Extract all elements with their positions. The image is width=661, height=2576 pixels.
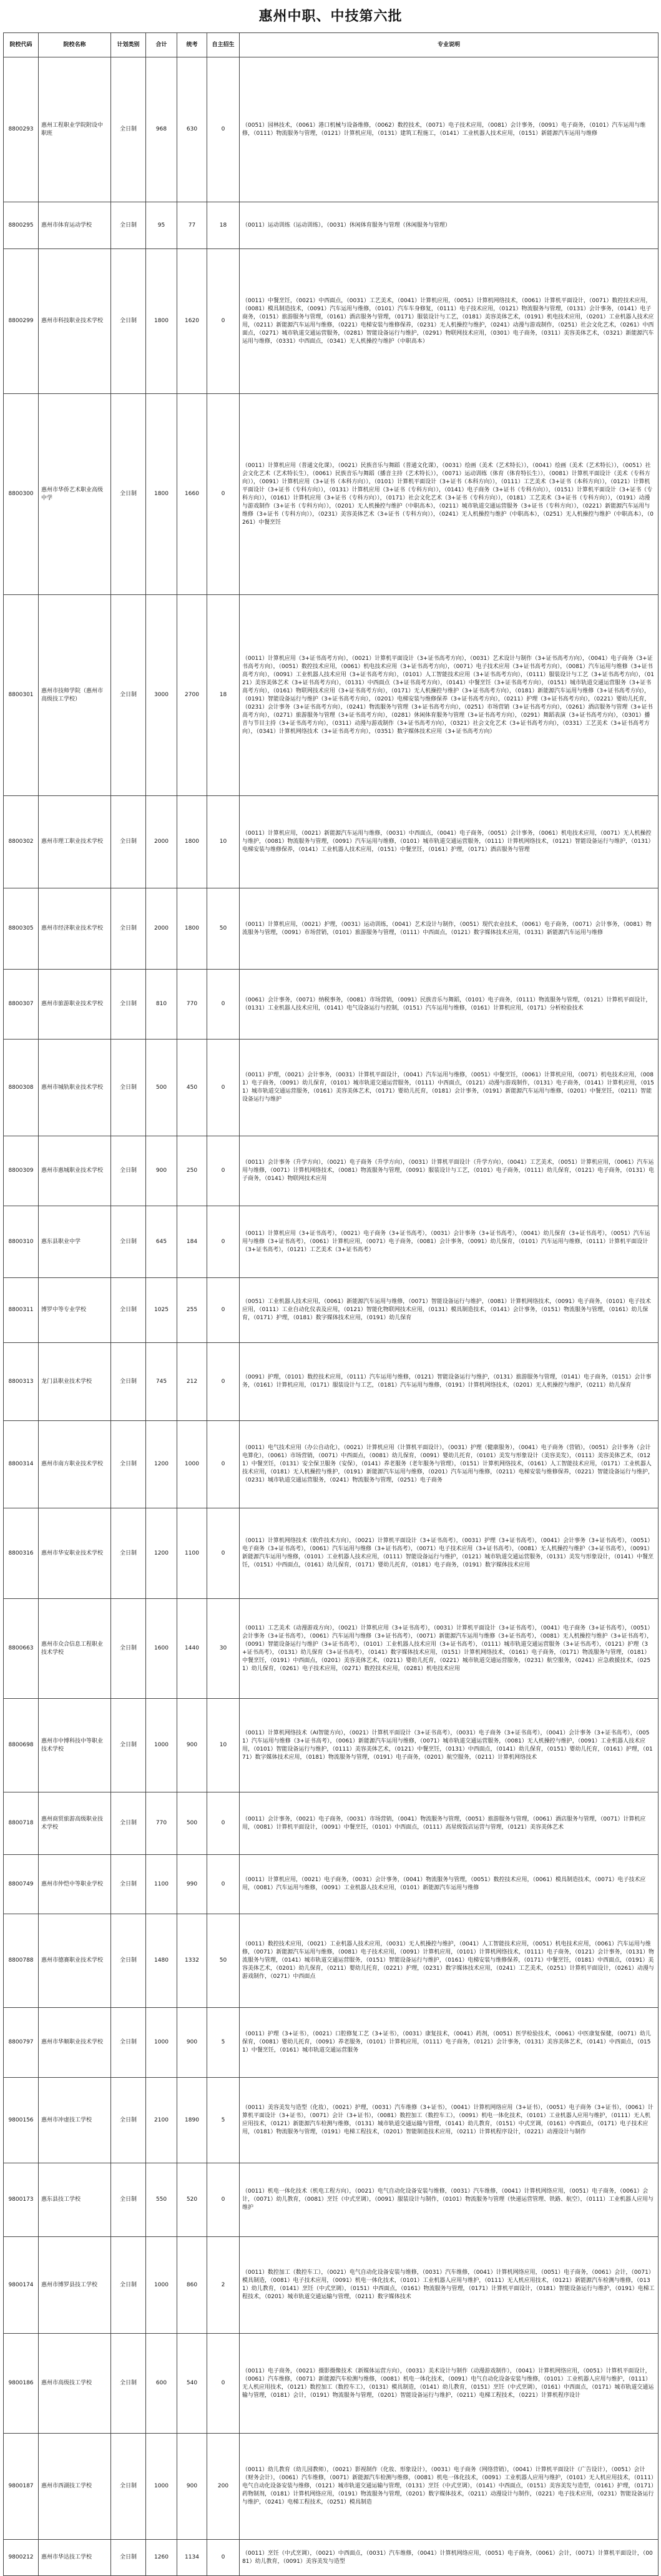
unified-cell: 630 <box>177 57 207 202</box>
major-notes-cell: （0011）运动训练（运动训练），（0031）休闲体育服务与管理（休闲服务与管理） <box>240 202 659 249</box>
school-code-cell: 8800311 <box>4 1278 39 1343</box>
table-row <box>4 1421 659 1508</box>
unified-cell: 520 <box>177 2163 207 2237</box>
plan-type-cell: 全日制 <box>111 2008 146 2078</box>
major-notes-cell: （0011）计算机应用（3+证书高考），（0021）电子商务（3+证书高考），（0031）会计事务（3+证书高考），（0041）幼儿保育（3+证书高考），（0051）汽车运用与维修（3+证书高考），（0061）计算机应用，（0071）电子商务，（0081）会计事务，（0091）幼儿保育，（0101）汽车运用与维修，（0111）计算机平面设计（3+证书高考），（0121）工艺美术（3+证书高考） <box>240 1206 659 1278</box>
header-school-code: 院校代码 <box>4 33 39 57</box>
total-cell: 1200 <box>146 1421 177 1508</box>
school-name-cell: 惠州市经济职业技术学校 <box>39 888 111 970</box>
self-enroll-cell: 0 <box>207 2540 240 2576</box>
self-enroll-cell: 0 <box>207 1855 240 1914</box>
table-row <box>4 1855 659 1914</box>
table-row <box>4 1599 659 1699</box>
plan-type-cell: 全日制 <box>111 2540 146 2576</box>
total-cell: 810 <box>146 970 177 1040</box>
self-enroll-cell: 0 <box>207 2163 240 2237</box>
plan-type-cell: 全日制 <box>111 2163 146 2237</box>
total-cell: 1000 <box>146 1699 177 1792</box>
plan-type-cell: 全日制 <box>111 249 146 394</box>
school-name-cell: 惠州市科技职业技术学校 <box>39 249 111 394</box>
school-name-cell: 惠东县技工学校 <box>39 2163 111 2237</box>
unified-cell: 1660 <box>177 394 207 595</box>
table-row <box>4 1040 659 1136</box>
total-cell: 1800 <box>146 249 177 394</box>
self-enroll-cell: 50 <box>207 888 240 970</box>
school-name-cell: 惠州市冲虚技工学校 <box>39 2078 111 2163</box>
school-name-cell: 惠州市华达技工学校 <box>39 2540 111 2576</box>
table-row <box>4 2434 659 2540</box>
table-row <box>4 202 659 249</box>
major-notes-cell: （0011）中餐烹饪，（0021）中西面点，（0031）工艺美术，（0041）计算机应用，（0051）计算机网络技术，（0061）计算机平面设计，（0071）数控技术应用，（0081）模具制造技术，（0091）汽车运用与维修，（0101）汽车车身修复，（0111）电子技术应用，（0121）物流服务与管理，（0131）会计事务，（0141）电子商务，（0151）旅游服务与管理，（0161）酒店服务与管理，（0171）服装设计与工艺，（0181）美容美体艺术，（0191）机电技术应用，（0201）工业机器人技术应用，（0211）新能源汽车运用与维修，（0221）电梯安装与维修保养，（0231）无人机操控与维护，（0241）动漫与游戏制作，（0251）社会文化艺术，（0261）中西面点，（0271）城市轨道交通运营服务，（0281）智能设备运行与维护，（0291）物联网技术应用，（0301）电子商务，（0311）美容美体艺术，（0321）新能源汽车运用与维修，（0331）中西面点，（0341）无人机操控与维护（中职高本） <box>240 249 659 394</box>
major-notes-cell: （0011）美容美发与造型（化妆），（0021）护理，（0031）汽车维修（3+证书），（0041）计算机网络应用（3+证书），（0051）电子商务（3+证书），（0061）计算机平面设计（3+证书），（0071）会计（3+证书），（0081）数控加工（数控车工），（0091）机电一体化技术，（0101）工业机器人应用与维护，（0111）无人机应用技术，（0121）新能源汽车检测与维修，（0131）城市轨道交通运输与管理，（0141）幼儿教育，（0151）中式烹调，（0161）中西面点，（0171）电子技术应用，（0181）物流服务与管理，（0191）电梯工程技术，（0201）智能制造技术应用，（0211）计算机程序设计，（0221）动漫设计与制作 <box>240 2078 659 2163</box>
unified-cell: 2700 <box>177 595 207 796</box>
school-name-cell: 惠州市西湖技工学校 <box>39 2434 111 2540</box>
unified-cell: 860 <box>177 2237 207 2334</box>
self-enroll-cell: 0 <box>207 1136 240 1206</box>
self-enroll-cell: 5 <box>207 2078 240 2163</box>
table-row <box>4 1699 659 1792</box>
major-notes-cell: （0061）会计事务，（0071）纳税事务，（0081）市场营销，（0091）民族音乐与舞蹈，（0101）电子商务，（0111）物流服务与管理，（0121）计算机平面设计，（0131）工业机器人技术应用，（0141）电气设备运行与控制，（0151）汽车运用与维修，（0161）计算机应用，（0171）分析检验技术 <box>240 970 659 1040</box>
unified-cell: 1800 <box>177 796 207 888</box>
header-major-notes: 专业说明 <box>240 33 659 57</box>
school-code-cell: 8800293 <box>4 57 39 202</box>
total-cell: 770 <box>146 1792 177 1855</box>
table-row <box>4 595 659 796</box>
total-cell: 1000 <box>146 2008 177 2078</box>
unified-cell: 900 <box>177 2008 207 2078</box>
plan-type-cell: 全日制 <box>111 1278 146 1343</box>
school-name-cell: 博罗中等专业学校 <box>39 1278 111 1343</box>
school-code-cell: 8800300 <box>4 394 39 595</box>
total-cell: 500 <box>146 1040 177 1136</box>
plan-type-cell: 全日制 <box>111 595 146 796</box>
total-cell: 1100 <box>146 1855 177 1914</box>
school-name-cell: 惠州市华侨艺术职业高级中学 <box>39 394 111 595</box>
school-code-cell: 8800316 <box>4 1508 39 1599</box>
unified-cell: 1000 <box>177 1421 207 1508</box>
major-notes-cell: （0091）护理，（0101）数控技术应用，（0111）汽车运用与维修，（0121）智能设备运行与维护，（0131）旅游服务与管理，（0141）电子商务，（0151）会计事务，（0161）计算机应用，（0171）服装设计与工艺，（0181）汽车运用与维修，（0191）计算机网络技术，（0201）无人机操控与维护，（0211）幼儿保育 <box>240 1343 659 1421</box>
plan-type-cell: 全日制 <box>111 1599 146 1699</box>
school-name-cell: 惠州市体育运动学校 <box>39 202 111 249</box>
table-row <box>4 796 659 888</box>
school-name-cell: 惠州商贸旅游高级职业技术学校 <box>39 1792 111 1855</box>
table-row <box>4 249 659 394</box>
self-enroll-cell: 0 <box>207 249 240 394</box>
school-code-cell: 8800663 <box>4 1599 39 1699</box>
self-enroll-cell: 18 <box>207 595 240 796</box>
self-enroll-cell: 0 <box>207 394 240 595</box>
major-notes-cell: （0011）护理，（0021）会计事务，（0031）计算机平面设计，（0041）汽车运用与维修，（0051）中餐烹饪，（0061）计算机应用，（0071）机电技术应用，（0081）电子商务，（0091）幼儿保育，（0101）城市轨道交通运营服务，（0111）中西面点，（0121）动漫与游戏制作，（0131）电子商务，（0141）计算机应用，（0151）城市轨道交通运营服务，（0161）美容美体艺术，（0171）婴幼儿托育，（0181）会计事务，（0191）新能源汽车运用与维修，（0201）中餐烹饪，（0211）智能设备运行与维护 <box>240 1040 659 1136</box>
total-cell: 3000 <box>146 595 177 796</box>
school-name-cell: 惠州市理工职业技术学校 <box>39 796 111 888</box>
unified-cell: 1800 <box>177 888 207 970</box>
self-enroll-cell: 30 <box>207 1599 240 1699</box>
table-row <box>4 2078 659 2163</box>
total-cell: 968 <box>146 57 177 202</box>
total-cell: 2100 <box>146 2078 177 2163</box>
school-name-cell: 惠州市众合信息工程职业技术学校 <box>39 1599 111 1699</box>
plan-type-cell: 全日制 <box>111 1914 146 2008</box>
major-notes-cell: （0011）会计事务，（0021）电子商务，（0031）市场营销，（0041）物流服务与管理，（0051）旅游服务与管理，（0061）酒店服务与管理，（0071）计算机应用，（0081）计算机平面设计，（0091）中餐烹饪，（0101）中西面点，（0111）高星级饭店运营与管理，（0121）美容美体艺术 <box>240 1792 659 1855</box>
self-enroll-cell: 0 <box>207 1508 240 1599</box>
major-notes-cell: （0011）计算机应用，（0021）新能源汽车运用与维修，（0031）中西面点，（0041）电子商务，（0051）会计事务，（0061）机电技术应用，（0071）无人机操控与维护，（0081）物流服务与管理，（0091）汽车运用与维修，（0101）城市轨道交通运营服务，（0111）计算机网络技术，（0121）智能设备运行与维护，（0131）电梯安装与维修保养，（0141）工业机器人技术应用，（0151）中餐烹饪，（0161）护理，（0171）酒店服务与管理 <box>240 796 659 888</box>
school-code-cell: 8800797 <box>4 2008 39 2078</box>
plan-type-cell: 全日制 <box>111 394 146 595</box>
table-row <box>4 2334 659 2434</box>
total-cell: 1480 <box>146 1914 177 2008</box>
major-notes-cell: （0011）烹饪（中式烹调），（0021）中西面点，（0031）汽车维修，（0041）计算机网络应用，（0051）电子商务，（0061）会计，（0071）计算机平面设计，（0081）幼儿教育，（0091）美容美发与造型 <box>240 2540 659 2576</box>
school-name-cell: 惠州市高级技工学校 <box>39 2334 111 2434</box>
self-enroll-cell: 0 <box>207 2334 240 2434</box>
unified-cell: 1440 <box>177 1599 207 1699</box>
self-enroll-cell: 0 <box>207 57 240 202</box>
major-notes-cell: （0011）机电一体化技术（机电工程方向），（0021）电气自动化设备安装与维修，（0031）汽车维修，（0041）计算机网络应用，（0051）电子商务，（0061）会计，（0071）幼儿教育，（0081）烹饪（中式烹调），（0091）服装设计与制作，（0101）物流服务与管理（快递运营管理、铁路、航空），（0111）工业机器人应用与维护 <box>240 2163 659 2237</box>
major-notes-cell: （0011）计算机网络技术（软件技术方向），（0021）计算机平面设计（3+证书高考），（0031）护理（3+证书高考），（0041）会计事务（3+证书高考），（0051）电子商务（3+证书高考），（0061）汽车运用与维修（3+证书高考），（0071）电子技术应用（3+证书高考），（0081）无人机操控与维护（3+证书高考），（0091）新能源汽车运用与维修，（0101）工业机器人技术应用，（0111）智能设备运行与维护，（0121）城市轨道交通运营服务，（0131）美发与形象设计，（0141）中餐烹饪，（0151）中西面点，（0161）幼儿保育，（0171）婴幼儿托育，（0181）电子商务，（0191）数字媒体技术应用 <box>240 1508 659 1599</box>
school-code-cell: 9800174 <box>4 2237 39 2334</box>
table-body <box>4 57 659 2576</box>
plan-type-cell: 全日制 <box>111 1421 146 1508</box>
unified-cell: 1890 <box>177 2078 207 2163</box>
total-cell: 645 <box>146 1206 177 1278</box>
table-row <box>4 888 659 970</box>
major-notes-cell: （0011）数控加工（数控车工），（0021）电气自动化设备安装与维修，（0031）汽车维修，（0041）计算机网络应用，（0051）电子商务，（0061）会计，（0071）模具制造，（0081）电子技术应用，（0091）机电一体化技术，（0101）工业机器人应用与维护，（0111）无人机应用技术，（0121）新能源汽车检测与维修，（0131）幼儿教育，（0141）烹饪（中式烹调），（0151）中西面点，（0161）物流服务与管理，（0171）计算机平面设计，（0181）智能设备运行与维护，（0191）电梯工程技术，（0201）城市轨道交通运输与管理，（0211）数字媒体技术 <box>240 2237 659 2334</box>
total-cell: 745 <box>146 1343 177 1421</box>
major-notes-cell: （0011）电气技术应用（办公自动化），（0021）计算机应用（计算机平面设计），（0031）护理（健康服务），（0041）电子商务（营销），（0051）会计事务（会计电算化），（0061）市场营销，（0071）中西面点，（0081）幼儿保育，（0091）婴幼儿托育，（0101）美发与形象设计（美容美发），（0111）美容美体艺术，（0121）中餐烹饪，（0131）安全保卫服务（安保），（0141）养老服务（老年服务与管理），（0151）计算机网络技术，（0161）人工智能技术应用，（0171）工业机器人技术应用，（0181）无人机操控与维护，（0191）新能源汽车运用与维修，（0201）汽车运用与维修，（0211）电梯安装与维修保养，（0221）智能设备运行与维护，（0231）城市轨道交通运营服务，（0241）物流服务与管理，（0251）电子商务 <box>240 1421 659 1508</box>
school-name-cell: 惠州市中博科技中等职业技术学校 <box>39 1699 111 1792</box>
self-enroll-cell: 0 <box>207 1278 240 1343</box>
school-code-cell: 8800295 <box>4 202 39 249</box>
total-cell: 95 <box>146 202 177 249</box>
unified-cell: 900 <box>177 2434 207 2540</box>
school-name-cell: 惠州市旅游职业技术学校 <box>39 970 111 1040</box>
self-enroll-cell: 200 <box>207 2434 240 2540</box>
school-name-cell: 惠州市博罗县技工学校 <box>39 2237 111 2334</box>
self-enroll-cell: 10 <box>207 796 240 888</box>
plan-type-cell: 全日制 <box>111 2434 146 2540</box>
school-code-cell: 8800749 <box>4 1855 39 1914</box>
school-code-cell: 9800212 <box>4 2540 39 2576</box>
total-cell: 1800 <box>146 394 177 595</box>
plan-type-cell: 全日制 <box>111 2237 146 2334</box>
total-cell: 2000 <box>146 796 177 888</box>
unified-cell: 255 <box>177 1278 207 1343</box>
major-notes-cell: （0011）幼儿教育（幼儿园教师），（0021）影视制作（化妆、形象设计），（0031）电子商务（网络营销），（0041）计算机平面设计（广告设计），（0051）会计（财务会计），（0061）汽车维修，（0071）新能源汽车检测与维修，（0081）机电一体化技术，（0091）工业机器人应用与维护，（0101）无人机应用技术，（0111）电气自动化设备安装与维修，（0121）城市轨道交通运输与管理，（0131）烹饪（中式烹调），（0141）中西面点，（0151）美容美发与造型，（0161）护理，（0171）药物制剂，（0181）计算机网络应用，（0191）物流服务与管理，（0201）数字媒体技术，（0211）动漫设计与制作，（0221）电子技术应用，（0231）智能设备运行与维护，（0241）电梯工程技术，（0251）模具制造 <box>240 2434 659 2540</box>
total-cell: 1200 <box>146 1508 177 1599</box>
unified-cell: 77 <box>177 202 207 249</box>
major-notes-cell: （0011）计算机网络技术（AI智能方向），（0021）计算机平面设计（3+证书高考），（0031）电子商务（3+证书高考），（0041）会计事务（3+证书高考），（0051）汽车运用与维修（3+证书高考），（0061）新能源汽车运用与维修，（0071）城市轨道交通运营服务，（0081）无人机操控与维护，（0091）工业机器人技术应用，（0101）智能设备运行与维护，（0111）美容美体艺术，（0121）中餐烹饪，（0131）中西面点，（0141）幼儿保育，（0151）婴幼儿托育，（0161）护理，（0171）数字媒体技术应用，（0181）物流服务与管理，（0191）电子商务，（0201）航空服务，（0211）计算机网络技术 <box>240 1699 659 1792</box>
school-code-cell: 8800788 <box>4 1914 39 2008</box>
table-row <box>4 1914 659 2008</box>
total-cell: 1000 <box>146 2237 177 2334</box>
total-cell: 550 <box>146 2163 177 2237</box>
unified-cell: 990 <box>177 1855 207 1914</box>
school-code-cell: 8800718 <box>4 1792 39 1855</box>
school-name-cell: 惠州市华顺职业技术学校 <box>39 2008 111 2078</box>
school-code-cell: 8800299 <box>4 249 39 394</box>
plan-type-cell: 全日制 <box>111 1343 146 1421</box>
table-row <box>4 2540 659 2576</box>
school-name-cell: 龙门县职业技术学校 <box>39 1343 111 1421</box>
total-cell: 1260 <box>146 2540 177 2576</box>
plan-type-cell: 全日制 <box>111 1508 146 1599</box>
total-cell: 900 <box>146 1136 177 1206</box>
table-row <box>4 2008 659 2078</box>
total-cell: 600 <box>146 2334 177 2434</box>
self-enroll-cell: 0 <box>207 1792 240 1855</box>
total-cell: 1000 <box>146 2434 177 2540</box>
school-code-cell: 9800187 <box>4 2434 39 2540</box>
unified-cell: 1100 <box>177 1508 207 1599</box>
school-name-cell: 惠州市惠城职业技术学校 <box>39 1136 111 1206</box>
table-row <box>4 1508 659 1599</box>
unified-cell: 1134 <box>177 2540 207 2576</box>
school-code-cell: 9800186 <box>4 2334 39 2434</box>
self-enroll-cell: 0 <box>207 1421 240 1508</box>
plan-type-cell: 全日制 <box>111 2078 146 2163</box>
table-row <box>4 2163 659 2237</box>
table-row <box>4 394 659 595</box>
table-row <box>4 1136 659 1206</box>
major-notes-cell: （0011）数控技术应用，（0021）工业机器人技术应用，（0031）无人机操控与维护，（0041）人工智能技术应用，（0051）机电技术应用，（0061）汽车运用与维修，（0071）新能源汽车运用与维修，（0081）电子技术应用，（0091）计算机应用，（0101）计算机网络技术，（0111）电子商务，（0121）会计事务，（0131）物流服务与管理，（0141）城市轨道交通运营服务，（0151）智能设备运行与维护，（0161）电梯安装与维修保养，（0171）中餐烹饪，（0181）中西面点，（0191）美容美体艺术，（0201）幼儿保育，（0211）婴幼儿托育，（0221）护理，（0231）数字媒体技术应用，（0241）工艺美术，（0251）计算机平面设计，（0261）动漫与游戏制作，（0271）中西面点 <box>240 1914 659 2008</box>
school-code-cell: 8800301 <box>4 595 39 796</box>
unified-cell: 212 <box>177 1343 207 1421</box>
plan-type-cell: 全日制 <box>111 1699 146 1792</box>
school-name-cell: 惠州市华安职业技术学校 <box>39 1508 111 1599</box>
self-enroll-cell: 2 <box>207 2237 240 2334</box>
header-unified: 统考 <box>177 33 207 57</box>
major-notes-cell: （0011）护理（3+证书），（0021）口腔修复工艺（3+证书），（0031）康复技术，（0041）药剂，（0051）医学检验技术，（0061）中医康复保健，（0071）幼儿保育，（0081）婴幼儿托育，（0091）养老服务，（0101）计算机应用，（0111）电子商务，（0121）会计事务，（0131）美容美体艺术，（0141）中西面点，（0151）中餐烹饪，（0161）城市轨道交通运营服务 <box>240 2008 659 2078</box>
total-cell: 2000 <box>146 888 177 970</box>
table-row <box>4 1792 659 1855</box>
plan-type-cell: 全日制 <box>111 796 146 888</box>
unified-cell: 450 <box>177 1040 207 1136</box>
school-code-cell: 8800698 <box>4 1699 39 1792</box>
plan-type-cell: 全日制 <box>111 1136 146 1206</box>
self-enroll-cell: 10 <box>207 1699 240 1792</box>
school-name-cell: 惠州市南方职业技术学校 <box>39 1421 111 1508</box>
school-name-cell: 惠州市技师学院（惠州市高级技工学校） <box>39 595 111 796</box>
unified-cell: 900 <box>177 1699 207 1792</box>
major-notes-cell: （0011）电子商务，（0021）摄影摄像技术（新媒体运营方向），（0031）美术设计与制作（动漫游戏制作），（0041）计算机网络应用，（0051）计算机平面设计，（0061）汽车维修，（0071）新能源汽车检测与维修，（0081）机电一体化技术，（0091）电气自动化设备安装与维修，（0101）工业机器人应用与维护，（0111）无人机应用技术，（0121）数控加工（数控车工），（0131）模具制造，（0141）幼儿教育，（0151）烹饪（中式烹调），（0161）中西面点，（0171）城市轨道交通运输与管理，（0181）会计，（0191）物流服务与管理，（0201）智能设备运行与维护，（0211）电梯工程技术，（0221）计算机程序设计 <box>240 2334 659 2434</box>
school-code-cell: 9800156 <box>4 2078 39 2163</box>
self-enroll-cell: 5 <box>207 2008 240 2078</box>
school-code-cell: 8800314 <box>4 1421 39 1508</box>
header-school-name: 院校名称 <box>39 33 111 57</box>
major-notes-cell: （0011）计算机应用，（0021）护理，（0031）运动训练，（0041）艺术设计与制作，（0051）现代农业技术，（0061）电子商务，（0071）会计事务，（0081）物流服务与管理，（0091）市场营销，（0101）旅游服务与管理，（0111）中西面点，（0121）数字媒体技术应用，（0131）新能源汽车运用与维修 <box>240 888 659 970</box>
major-notes-cell: （0011）计算机应用，（0021）电子商务，（0031）会计事务，（0041）物流服务与管理，（0051）数控技术应用，（0061）模具制造技术，（0071）电子技术应用，（0081）汽车运用与维修，（0091）工业机器人技术应用，（0101）新能源汽车运用与维修 <box>240 1855 659 1914</box>
school-name-cell: 惠东县职业中学 <box>39 1206 111 1278</box>
major-notes-cell: （0011）工艺美术（动漫游戏方向），（0021）计算机应用（3+证书高考），（0031）计算机平面设计（3+证书高考），（0041）电子商务（3+证书高考），（0051）会计事务（3+证书高考），（0061）汽车运用与维修（3+证书高考），（0071）新能源汽车运用与维修（3+证书高考），（0081）无人机操控与维护（3+证书高考），（0091）智能设备运行与维护（3+证书高考），（0101）工业机器人技术应用（3+证书高考），（0111）城市轨道交通运营服务（3+证书高考），（0121）护理（3+证书高考），（0131）幼儿保育（3+证书高考），（0141）数字媒体技术应用，（0151）计算机网络技术，（0161）电子商务，（0171）物流服务与管理，（0181）中餐烹饪，（0191）中西面点，（0201）美容美体艺术，（0211）婴幼儿托育，（0221）城市轨道交通运营服务，（0231）航空服务，（0241）应急救援技术，（0251）幼儿保育，（0261）电子技术应用，（0271）数控技术应用，（0281）机电技术应用 <box>240 1599 659 1699</box>
header-plan-type: 计划类别 <box>111 33 146 57</box>
school-code-cell: 8800307 <box>4 970 39 1040</box>
unified-cell: 1620 <box>177 249 207 394</box>
plan-type-cell: 全日制 <box>111 888 146 970</box>
plan-type-cell: 全日制 <box>111 1792 146 1855</box>
unified-cell: 540 <box>177 2334 207 2434</box>
plan-type-cell: 全日制 <box>111 1855 146 1914</box>
unified-cell: 184 <box>177 1206 207 1278</box>
plan-type-cell: 全日制 <box>111 57 146 202</box>
unified-cell: 770 <box>177 970 207 1040</box>
self-enroll-cell: 0 <box>207 970 240 1040</box>
table-row <box>4 57 659 202</box>
school-code-cell: 9800173 <box>4 2163 39 2237</box>
school-name-cell: 惠州市德赛职业技术学校 <box>39 1914 111 2008</box>
self-enroll-cell: 18 <box>207 202 240 249</box>
header-self-enroll: 自主招生 <box>207 33 240 57</box>
unified-cell: 1332 <box>177 1914 207 2008</box>
table-header-row <box>4 33 659 57</box>
school-name-cell: 惠州市城轨职业技术学校 <box>39 1040 111 1136</box>
plan-type-cell: 全日制 <box>111 1040 146 1136</box>
unified-cell: 250 <box>177 1136 207 1206</box>
school-name-cell: 惠州工程职业学院附设中职班 <box>39 57 111 202</box>
major-notes-cell: （0051）工业机器人技术应用，（0061）新能源汽车运用与维修，（0071）智能设备运行与维护，（0081）计算机网络技术，（0091）电子商务，（0101）电子技术应用，（0111）工业自动化仪表及应用，（0121）智能化物联网技术应用，（0131）模具制造技术，（0141）会计事务，（0151）物流服务与管理，（0161）幼儿保育，（0171）护理，（0181）数字媒体技术应用，（0191）幼儿保育 <box>240 1278 659 1343</box>
major-notes-cell: （0011）计算机应用（3+证书高考方向），（0021）计算机平面设计（3+证书高考方向），（0031）艺术设计与制作（3+证书高考方向），（0041）电子商务（3+证书高考方向），（0051）数控技术应用，（0061）机电技术应用（3+证书高考方向），（0071）电子技术应用（3+证书高考方向），（0081）汽车运用与维修（3+证书高考方向），（0091）工业机器人技术应用（3+证书高考方向），（0101）人工智能技术应用（3+证书高考方向），（0111）服装设计与工艺（3+证书高考方向），（0121）美容美体艺术（3+证书高考方向），（0131）中西面点（3+证书高考方向），（0141）中餐烹饪（3+证书高考方向），（0151）城市轨道交通运营服务（3+证书高考方向），（0161）物联网技术应用（3+证书高考方向），（0171）无人机操控与维护（3+证书高考方向），（0181）新能源汽车运用与维修（3+证书高考方向），（0191）智能设备运行与维护（3+证书高考方向），（0201）电梯安装与维修保养（3+证书高考方向），（0211）护理（3+证书高考方向），（0221）婴幼儿托育，（0231）会计事务（3+证书高考方向），（0241）物流服务与管理（3+证书高考方向），（0251）市场营销（3+证书高考方向），（0261）酒店服务与管理（3+证书高考方向），（0271）旅游服务与管理（3+证书高考方向），（0281）休闲体育服务与管理（3+证书高考方向），（0291）舞蹈表演（3+证书高考方向），（0301）播音与节目主持（3+证书高考方向），（0311）动漫与游戏制作（3+证书高考方向），（0321）社会文化艺术（3+证书高考方向），（0331）工艺美术（3+证书高考方向），（0341）计算机网络技术（3+证书高考方向），（0351）数字媒体技术应用（3+证书高考方向） <box>240 595 659 796</box>
school-code-cell: 8800309 <box>4 1136 39 1206</box>
total-cell: 1600 <box>146 1599 177 1699</box>
table-row <box>4 2237 659 2334</box>
major-notes-cell: （0011）会计事务（升学方向），（0021）电子商务（升学方向），（0031）计算机平面设计（升学方向），（0041）工艺美术，（0051）计算机应用，（0061）汽车运用与维修，（0071）计算机网络技术，（0081）物流服务与管理，（0091）服装设计与工艺，（0101）电子商务，（0111）幼儿保育，（0121）电子商务，（0131）电子商务，（0141）物联网技术应用 <box>240 1136 659 1206</box>
self-enroll-cell: 0 <box>207 1206 240 1278</box>
page-title: 惠州中职、中技第六批 <box>258 8 403 24</box>
table-row <box>4 970 659 1040</box>
plan-type-cell: 全日制 <box>111 2334 146 2434</box>
table-row <box>4 1343 659 1421</box>
table-row <box>4 1206 659 1278</box>
plan-type-cell: 全日制 <box>111 970 146 1040</box>
header-total: 合计 <box>146 33 177 57</box>
plan-type-cell: 全日制 <box>111 1206 146 1278</box>
school-name-cell: 惠州市仲恺中等职业学校 <box>39 1855 111 1914</box>
school-code-cell: 8800313 <box>4 1343 39 1421</box>
school-code-cell: 8800305 <box>4 888 39 970</box>
admission-plan-table <box>3 32 659 2576</box>
school-code-cell: 8800308 <box>4 1040 39 1136</box>
self-enroll-cell: 50 <box>207 1914 240 2008</box>
self-enroll-cell: 0 <box>207 1040 240 1136</box>
total-cell: 1025 <box>146 1278 177 1343</box>
school-code-cell: 8800302 <box>4 796 39 888</box>
major-notes-cell: （0011）计算机应用（普通文化课），（0021）民族音乐与舞蹈（普通文化课），（0031）绘画（美术（艺术特长）），（0041）绘画（美术（艺术特长）），（0051）社会文化艺术（艺术特长生），（0061）民族音乐与舞蹈（播音主持（艺术特长）），（0071）运动训练（体育（体育特长生）），（0081）计算机平面设计（美术（专科方向）），（0091）计算机应用（3+证书（本科方向）），（0101）计算机平面设计（3+证书（本科方向）），（0111）工艺美术（3+证书（本科方向）），（0121）计算机平面设计（3+证书（专科方向）），（0131）计算机应用（3+证书（专科方向）），（0141）电子商务（3+证书（专科方向）），（0151）计算机平面设计（3+证书（专科方向）），（0161）计算机应用（3+证书（专科方向）），（0171）社会文化艺术（3+证书（专科方向）），（0181）工艺美术（3+证书（专科方向）），（0191）动漫与游戏制作（3+证书（专科方向）），（0201）无人机操控与维护（中职高本），（0211）城市轨道交通运营服务（3+证书（专科方向）），（0221）新能源汽车运用与维修（3+证书（专科方向）），（0231）美容美体艺术（3+证书（专科方向）），（0241）无人机操控与维护（中职高本），（0251）无人机操控与维护（中职高本），（0261）中餐烹饪 <box>240 394 659 595</box>
plan-type-cell: 全日制 <box>111 202 146 249</box>
self-enroll-cell: 0 <box>207 1343 240 1421</box>
table-row <box>4 1278 659 1343</box>
unified-cell: 500 <box>177 1792 207 1855</box>
school-code-cell: 8800310 <box>4 1206 39 1278</box>
major-notes-cell: （0051）园林技术，（0061）港口机械与设备维修，（0062）数控技术，（0071）电子技术应用，（0081）会计事务，（0091）电子商务，（0101）汽车运用与维修，（0111）物流服务与管理，（0121）计算机应用，（0131）建筑工程施工，（0141）工业机器人技术应用，（0151）新能源汽车运用与维修 <box>240 57 659 202</box>
